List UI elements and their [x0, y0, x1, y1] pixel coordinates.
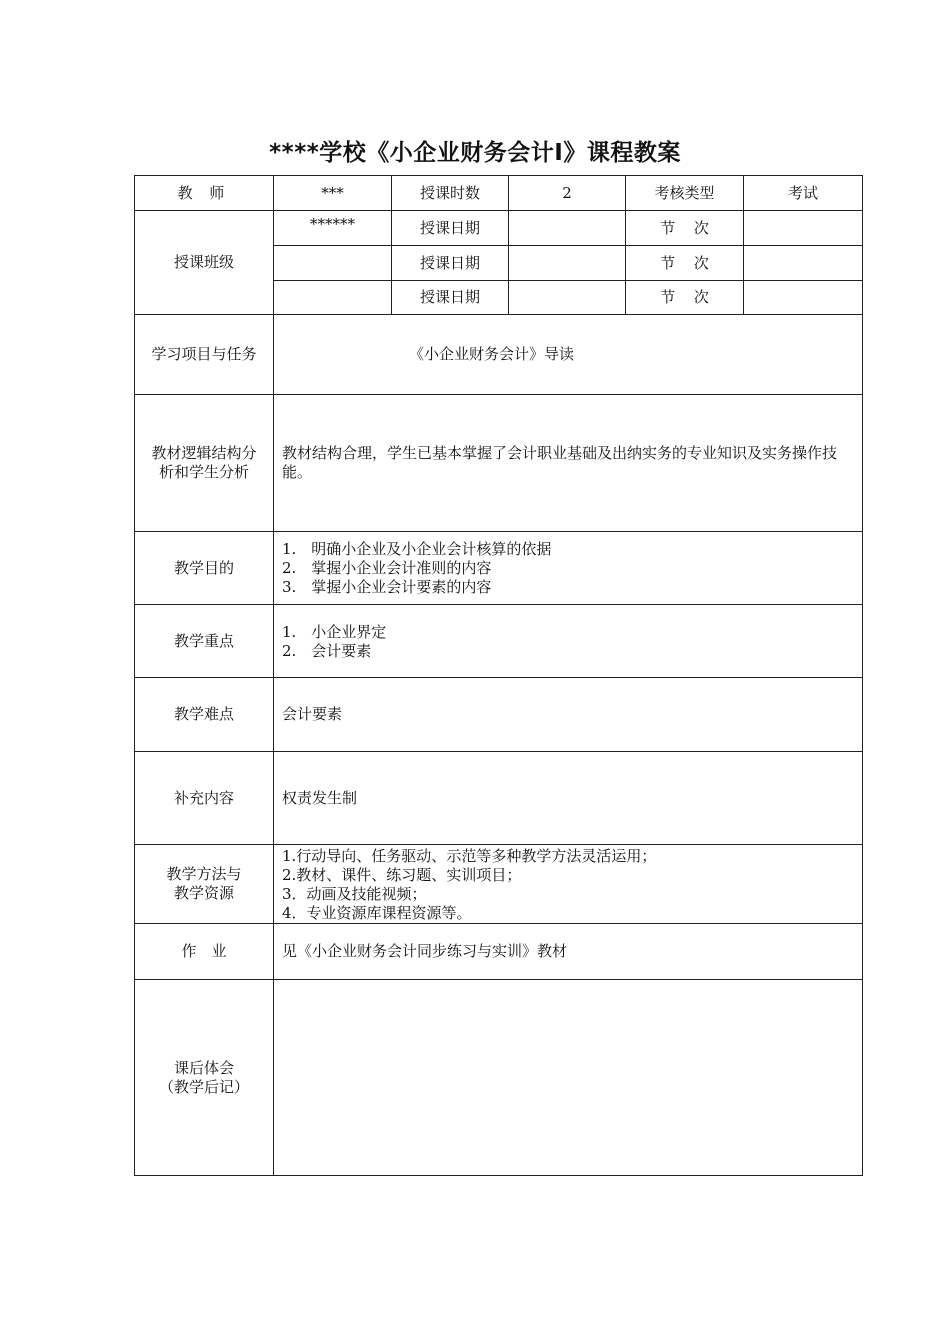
objectives-row: [135, 532, 863, 605]
class-value: [274, 246, 392, 281]
analysis-label: [135, 395, 274, 532]
project-label: 学习项目与任务: [135, 315, 274, 395]
period-label-text: 节 次: [660, 253, 709, 272]
date-label: 授课日期: [392, 246, 509, 281]
class-value: ******: [274, 211, 392, 246]
key-point-item: 2. 会计要素: [282, 642, 372, 660]
reflection-label-line: 课后体会: [173, 1058, 234, 1077]
objectives-label: 教学目的: [135, 532, 274, 605]
key-points-list: [274, 605, 863, 678]
hours-value: 2: [509, 176, 626, 211]
analysis-label-line: 析和学生分析: [158, 463, 249, 481]
teacher-value: ***: [274, 176, 392, 211]
class-row: [135, 211, 863, 246]
period-value: [744, 211, 863, 246]
methods-label-line: 教学方法与: [166, 865, 242, 883]
period-label-text: 节 次: [660, 218, 709, 237]
reflection-row: [135, 980, 863, 1176]
method-item: 4．专业资源库课程资源等。: [282, 904, 472, 922]
reflection-label: [135, 980, 274, 1176]
project-row: [135, 315, 863, 395]
exam-type-value: 考试: [744, 176, 863, 211]
supplement-label: 补充内容: [135, 752, 274, 845]
date-label: 授课日期: [392, 211, 509, 246]
class-label: 授课班级: [135, 211, 274, 315]
key-points-label: 教学重点: [135, 605, 274, 678]
objective-item: 3. 掌握小企业会计要素的内容: [282, 578, 492, 596]
period-label-text: 节 次: [660, 288, 709, 306]
method-item: 1.行动导向、任务驱动、示范等多种教学方法灵活运用；: [282, 847, 657, 865]
objectives-list: [274, 532, 863, 605]
period-value: [744, 246, 863, 281]
analysis-value: 教材结构合理，学生已基本掌握了会计职业基础及出纳实务的专业知识及实务操作技能。: [274, 395, 863, 532]
period-value: [744, 281, 863, 315]
objective-item: 2. 掌握小企业会计准则的内容: [282, 559, 492, 577]
page-title: ****学校《小企业财务会计Ⅰ》课程教案: [269, 140, 681, 166]
difficulties-value: 会计要素: [274, 678, 863, 752]
date-value: [509, 246, 626, 281]
methods-label-line: 教学资源: [173, 884, 234, 902]
reflection-label-line: （教学后记）: [158, 1077, 249, 1096]
homework-label: 作 业: [135, 924, 274, 980]
teacher-label: 教 师: [135, 176, 274, 211]
header-row: [135, 176, 863, 211]
methods-row: [135, 845, 863, 924]
exam-type-label: 考核类型: [626, 176, 744, 211]
difficulties-label: 教学难点: [135, 678, 274, 752]
key-point-item: 1. 小企业界定: [282, 623, 387, 641]
homework-row: [135, 924, 863, 980]
date-value: [509, 281, 626, 315]
methods-list: [274, 845, 863, 924]
date-value: [509, 211, 626, 246]
key-points-row: [135, 605, 863, 678]
lesson-plan-table: [134, 175, 863, 1176]
period-label: [626, 211, 744, 246]
method-item: 3．动画及技能视频；: [282, 885, 427, 903]
methods-label: [135, 845, 274, 924]
supplement-row: [135, 752, 863, 845]
reflection-value: [274, 980, 863, 1176]
difficulties-row: [135, 678, 863, 752]
date-label: 授课日期: [392, 281, 509, 315]
period-label: [626, 246, 744, 281]
method-item: 2.教材、课件、练习题、实训项目；: [282, 866, 522, 884]
objective-item: 1. 明确小企业及小企业会计核算的依据: [282, 540, 552, 558]
class-value: [274, 281, 392, 315]
period-label: [626, 281, 744, 315]
homework-value: 见《小企业财务会计同步练习与实训》教材: [274, 924, 863, 980]
project-value: 《小企业财务会计》导读: [274, 315, 863, 395]
analysis-label-line: 教材逻辑结构分: [151, 444, 257, 462]
analysis-row: [135, 395, 863, 532]
hours-label: 授课时数: [392, 176, 509, 211]
supplement-value: 权责发生制: [274, 752, 863, 845]
